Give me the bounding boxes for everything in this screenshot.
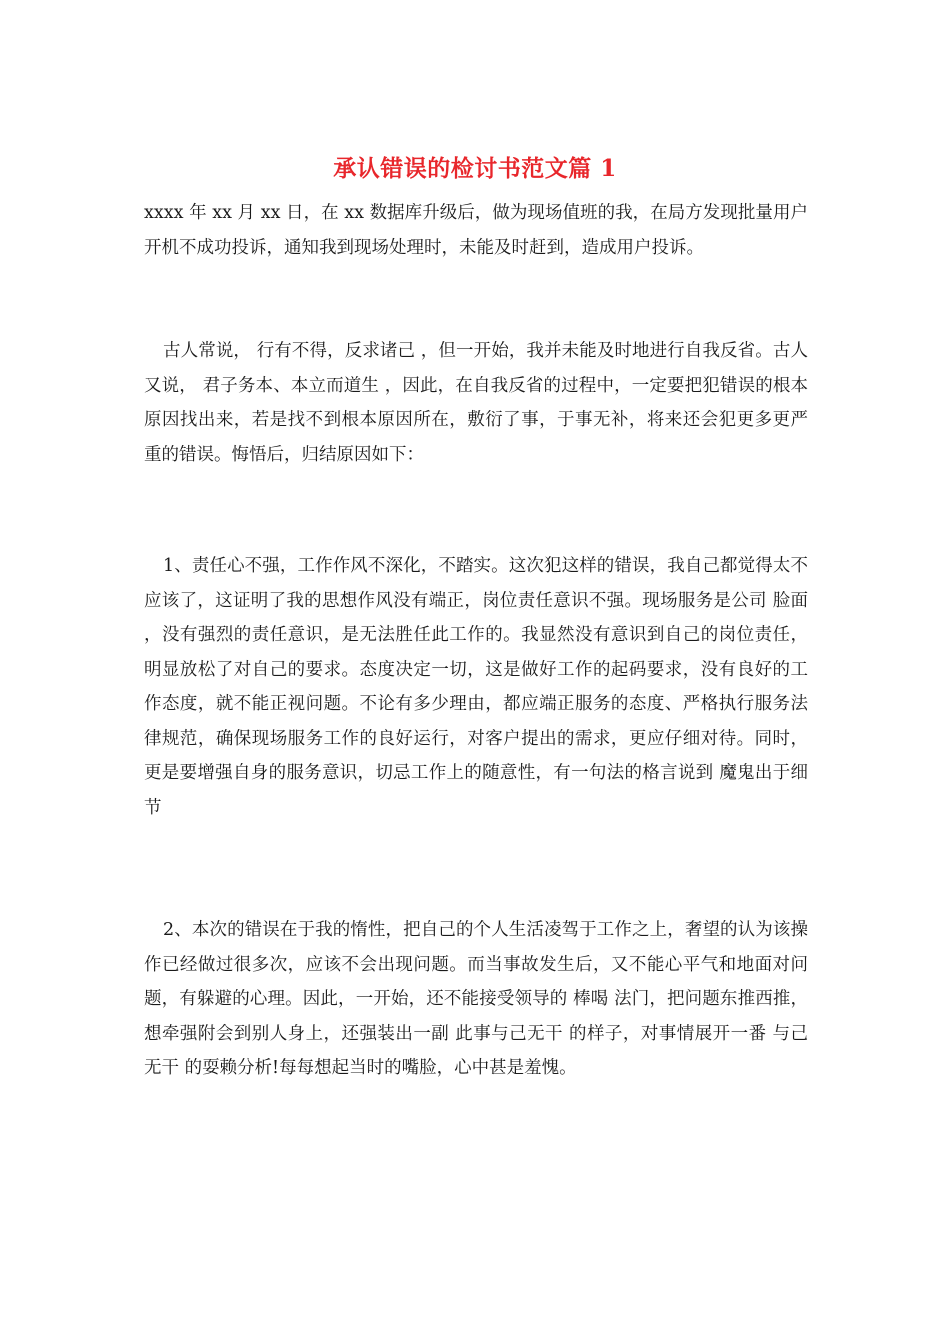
document-title: 承认错误的检讨书范文篇 1 xyxy=(333,155,617,182)
paragraph-reason-2: 2、本次的错误在于我的惰性，把自己的个人生活凌驾于工作之上，奢望的认为该操作已经做过很多次，应该不会出现问题。而当事故发生后，又不能心平气和地面对问题，有躲避的心理。因此，一开始，还不能接受领导的 棒喝 法门，把问题东推西推，想牵强附会到别人身上，还强装出一副 此事与己无干 的样子，对事情展开一番 与己无干 的耍赖分析!每每想起当时的嘴脸，心中甚是羞愧。 xyxy=(144,920,808,1078)
paragraph-incident: xxxx 年 xx 月 xx 日，在 xx 数据库升级后，做为现场值班的我，在局方发现批量用户开机不成功投诉，通知我到现场处理时，未能及时赶到，造成用户投诉。 xyxy=(144,203,808,258)
paragraph-reflection: 古人常说， 行有不得，反求诸己 ，但一开始，我并未能及时地进行自我反省。古人又说， 君子务本、本立而道生 ，因此，在自我反省的过程中，一定要把犯错误的根本原因找出来，若是找不到根本原因所在，敷衍了事，于事无补，将来还会犯更多更严重的错误。悔悟后，归结原因如下： xyxy=(144,341,808,465)
paragraph-reason-1: 1、责任心不强，工作作风不深化，不踏实。这次犯这样的错误，我自己都觉得太不应该了，这证明了我的思想作风没有端正，岗位责任意识不强。现场服务是公司 脸面 ，没有强烈的责任意识，是无法胜任此工作的。我显然没有意识到自己的岗位责任，明显放松了对自己的要求。态度决定一切，这是做好工作的起码要求，没有良好的工作态度，就不能正视问题。不论有多少理由，都应端正服务的态度、严格执行服务法律规范，确保现场服务工作的良好运行，对客户提出的需求，更应仔细对待。同时，更是要增强自身的服务意识，切忌工作上的随意性，有一句法的格言说到 魔鬼出于细节 xyxy=(144,556,808,818)
